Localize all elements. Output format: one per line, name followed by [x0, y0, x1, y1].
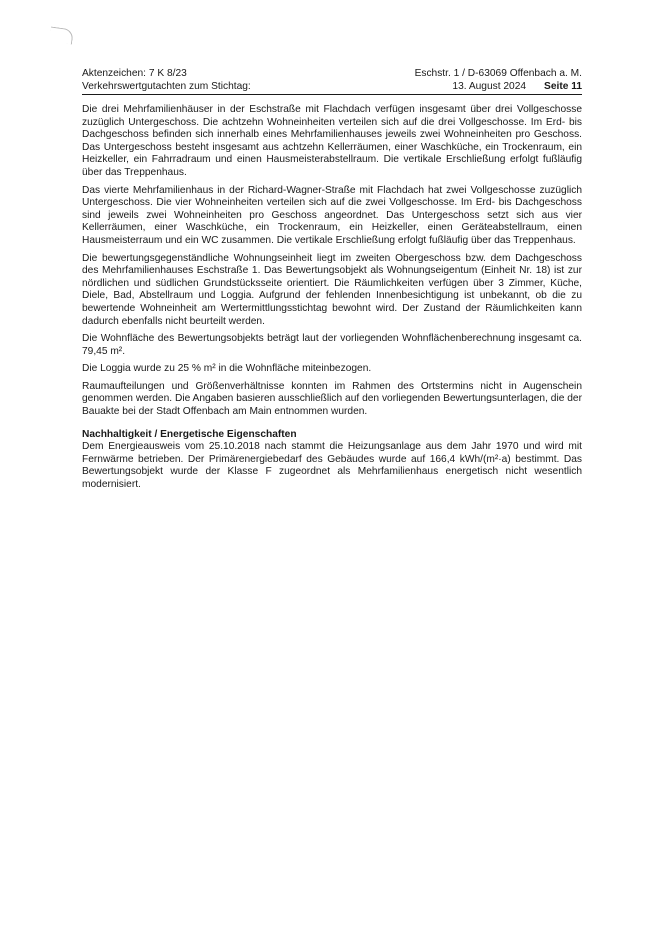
paragraph-loggia: Die Loggia wurde zu 25 % m² in die Wohnfläche miteinbezogen.	[82, 363, 372, 375]
paragraph-living-area: Die Wohnfläche des Bewertungsobjekts beträgt laut der vorliegenden Wohnflächenberechnung insgesamt ca. 79,45 m².	[82, 333, 582, 357]
header-row-top	[82, 67, 582, 80]
paragraph-valuation-unit: Die bewertungsgegenständliche Wohnungseinheit liegt im zweiten Obergeschoss bzw. dem Dachgeschoss des Mehrfamilienhauses Eschstraße 1. Das Bewertungsobjekt als Wohnungseigentum (Einheit Nr. 18) ist zur nördlichen und südlichen Grundstücksseite orientiert. Die Räumlichkeiten verfügen über 3 Zimmer, Küche, Diele, Bad, Abstellraum und Loggia. Aufgrund der fehlenden Innenbesichtigung ist unbekannt, ob die zu bewertende Wohneinheit am Wertermittlungsstichtag bewohnt wird. Der Zustand der Räumlichkeiten kann dadurch ebenfalls nicht beurteilt werden.	[82, 252, 582, 327]
paragraph-eschstrasse-buildings: Die drei Mehrfamilienhäuser in der Eschstraße mit Flachdach verfügen insgesamt über drei Vollgeschosse zuzüglich Untergeschoss. Die achtzehn Wohneinheiten verteilen sich auf die drei Vollgeschosse. Im Erd- bis Dachgeschoss befinden sich innerhalb eines Mehrfamilienhauses jeweils zwei Wohneinheiten pro Geschoss. Das Untergeschoss besteht insgesamt aus achtzehn Kellerräumen, einer Waschküche, ein Trockenraum, ein Heizkeller, ein Fahrradraum und einen Hausmeisterabstellraum. Die vertikale Erschließung erfolgt fußläufig über das Treppenhaus.	[82, 104, 582, 178]
header-row-bottom	[82, 80, 582, 95]
section-heading-sustainability: Nachhaltigkeit / Energetische Eigenschaften	[82, 428, 297, 440]
report-type: Verkehrswertgutachten zum Stichtag:	[82, 81, 251, 92]
paragraph-richard-wagner-building: Das vierte Mehrfamilienhaus in der Richard-Wagner-Straße mit Flachdach hat zwei Vollgeschosse zuzüglich Untergeschoss. Die vier Wohneinheiten verteilen sich auf die zwei Vollgeschosse. Im Erd- bis Dachgeschoss sind jeweils zwei Wohneinheiten pro Geschoss angeordnet. Das Untergeschoss setzt sich aus vier Kellerräumen, einer Waschküche, ein Trockenraum, ein Heizkeller, einen Geräteabstellraum, einen Hausmeisterraum und ein WC zusammen. Die vertikale Erschließung erfolgt fußläufig über das Treppenhaus.	[82, 184, 582, 246]
paragraph-energy-properties: Dem Energieausweis vom 25.10.2018 nach stammt die Heizungsanlage aus dem Jahr 1970 und wird mit Fernwärme betrieben. Der Primärenergiebedarf des Gebäudes wurde auf 166,4 kWh/(m²·a) bestimmt. Das Bewertungsobjekt wurde der Klasse F zugeordnet als Mehrfamilienhaus energetisch nicht wesentlich modernisiert.	[82, 441, 582, 491]
property-address: Eschstr. 1 / D-63069 Offenbach a. M.	[414, 68, 582, 79]
header-date-page	[452, 80, 582, 93]
report-date: 13. August 2024	[452, 81, 527, 92]
page-header	[82, 67, 582, 95]
page-number: Seite 11	[544, 81, 582, 92]
paragraph-room-layout: Raumaufteilungen und Größenverhältnisse konnten im Rahmen des Ortstermins nicht in Augenschein genommen werden. Die Angaben basieren ausschließlich auf den vorliegenden Bewertungsunterlagen, die der Bauakte bei der Stadt Offenbach am Main entnommen wurden.	[82, 380, 582, 418]
scan-artifact-mark	[49, 26, 74, 44]
file-reference: Aktenzeichen: 7 K 8/23	[82, 68, 187, 79]
document-body	[82, 104, 582, 497]
